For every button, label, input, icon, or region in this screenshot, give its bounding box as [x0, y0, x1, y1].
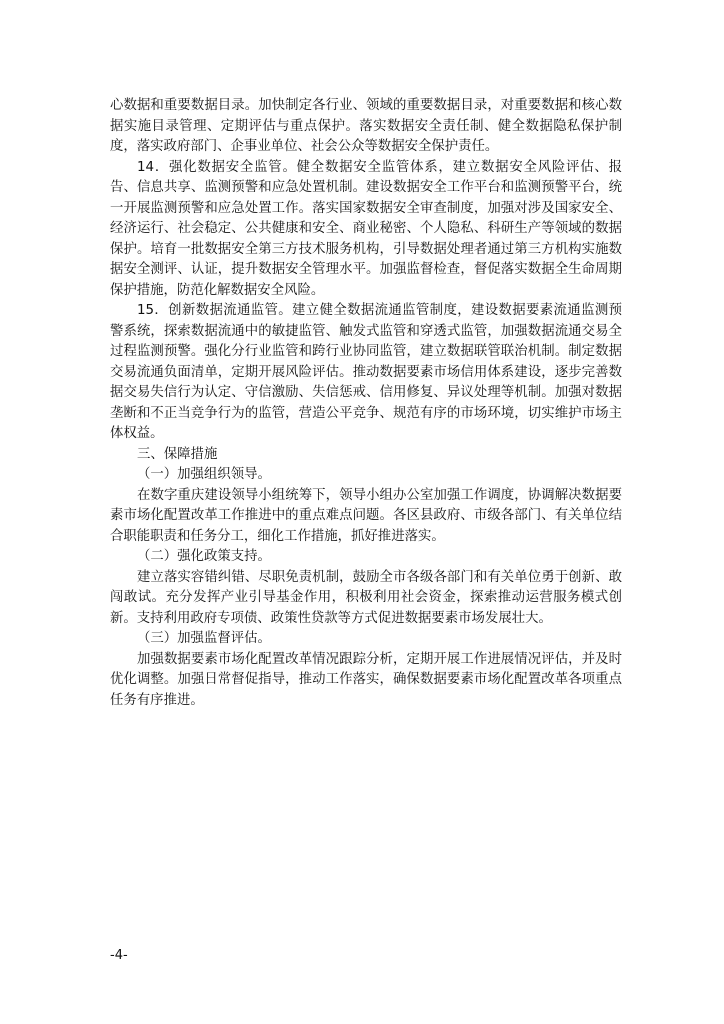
paragraph-14-data-security-supervision: 14．强化数据安全监管。健全数据安全监管体系，建立数据安全风险评估、报告、信息共享、监测预警和应急处置机制。建设数据安全工作平台和监测预警平台，统一开展监测预警和应急处置工作。落实国家数据安全审查制度，加强对涉及国家安全、经济运行、社会稳定、公共健康和安全、商业秘密、个人隐私、科研生产等领域的数据保护。培育一批数据安全第三方技术服务机构，引导数据处理者通过第三方机构实施数据安全测评、认证，提升数据安全管理水平。加强监督检查，督促落实数据全生命周期保护措施，防范化解数据安全风险。	[110, 159, 622, 298]
subheading-organization-leadership: （一）加强组织领导。	[137, 467, 271, 482]
paragraph-supervision-evaluation: 加强数据要素市场化配置改革情况跟踪分析，定期开展工作进展情况评估，并及时优化调整。加强日常督促指导，推动工作落实，确保数据要素市场化配置改革各项重点任务有序推进。	[110, 651, 622, 708]
paragraph-15-data-circulation-supervision: 15．创新数据流通监管。建立健全数据流通监管制度，建设数据要素流通监测预警系统，探索数据流通中的敏捷监管、触发式监管和穿透式监管，加强数据流通交易全过程监测预警。强化分行业监管和跨行业协同监管，建立数据联管联治机制。制定数据交易流通负面清单，定期开展风险评估。推动数据要素市场信用体系建设，逐步完善数据交易失信行为认定、守信激励、失信惩戒、信用修复、异议处理等机制。加强对数据垄断和不正当竞争行为的监管，营造公平竞争、规范有序的市场环境，切实维护市场主体权益。	[110, 303, 622, 441]
document-body	[110, 96, 622, 711]
subheading-policy-support: （二）强化政策支持。	[137, 549, 271, 564]
paragraph-policy-support: 建立落实容错纠错、尽职免责机制，鼓励全市各级各部门和有关单位勇于创新、敢闯敢试。充分发挥产业引导基金作用，积极利用社会资金，探索推动运营服务模式创新。支持利用政府专项债、政策性贷款等方式促进数据要素市场发展壮大。	[110, 569, 622, 626]
page-number: -4-	[110, 948, 128, 963]
section-heading-safeguards: 三、保障措施	[137, 446, 218, 462]
subheading-supervision-evaluation: （三）加强监督评估。	[137, 631, 271, 646]
paragraph-data-catalog: 心数据和重要数据目录。加快制定各行业、领域的重要数据目录，对重要数据和核心数据实施目录管理、定期评估与重点保护。落实数据安全责任制、健全数据隐私保护制度，落实政府部门、企事业单位、社会公众等数据安全保护责任。	[110, 98, 622, 154]
paragraph-organization-leadership: 在数字重庆建设领导小组统筹下，领导小组办公室加强工作调度，协调解决数据要素市场化配置改革工作推进中的重点难点问题。各区县政府、市级各部门、有关单位结合职能职责和任务分工，细化工作措施，抓好推进落实。	[110, 487, 622, 544]
